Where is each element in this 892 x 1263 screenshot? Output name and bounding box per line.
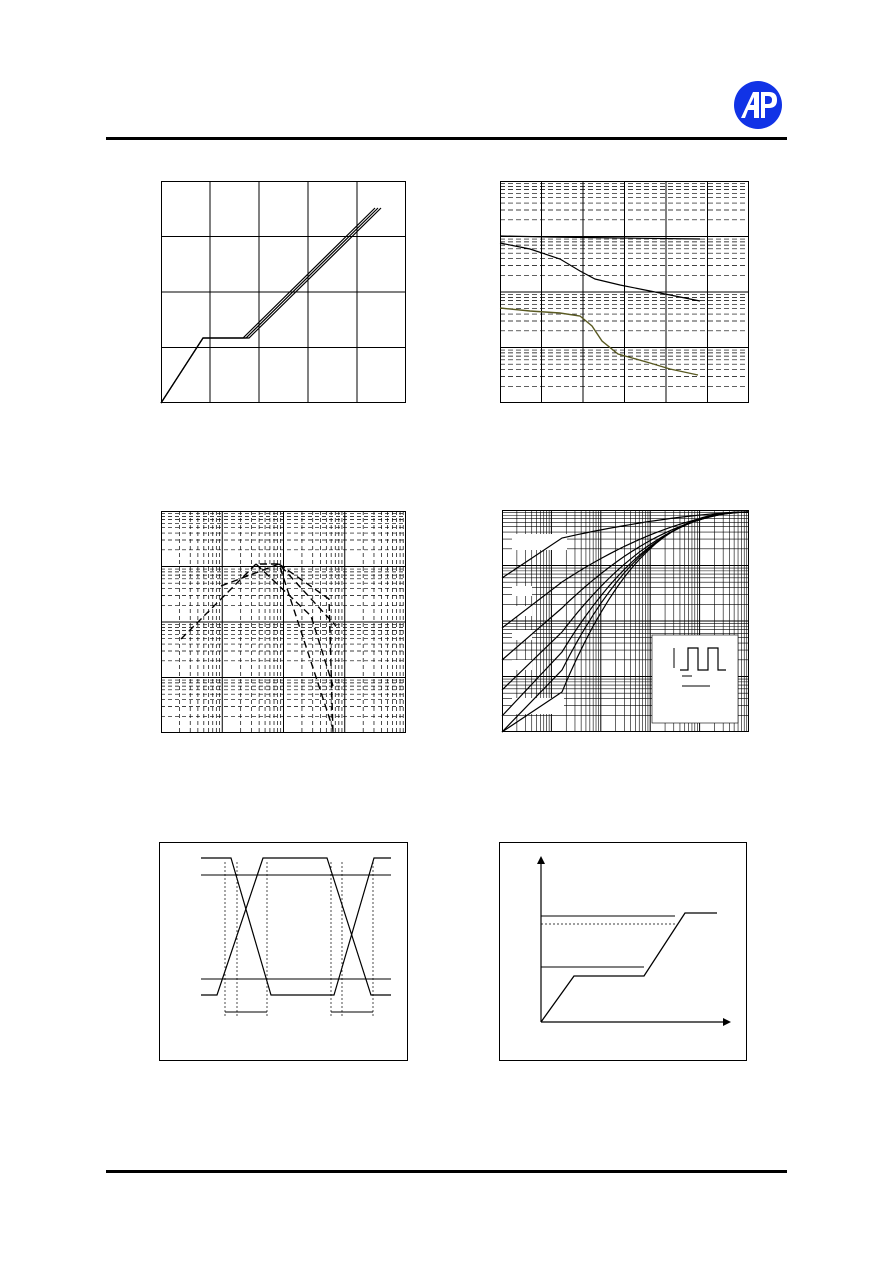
diagram-frame <box>500 843 747 1061</box>
chart-1-svg <box>161 181 406 403</box>
x-axis-arrowhead <box>723 1018 731 1026</box>
switching-waveform-diagram <box>159 842 408 1061</box>
legend-label-patch <box>512 660 532 670</box>
diagram-5-svg <box>159 842 408 1061</box>
limit-curve-3 <box>256 564 333 686</box>
diagram-6-svg <box>499 842 747 1061</box>
waveform-output <box>201 858 391 995</box>
footer-rule <box>106 1170 787 1173</box>
chart-3-svg <box>161 511 406 733</box>
header-rule <box>106 137 787 140</box>
legend-label-patch <box>512 630 532 640</box>
chart-4-loglog <box>502 510 749 732</box>
gate-charge-diagram <box>499 842 747 1061</box>
curve-bottom <box>500 308 698 375</box>
company-logo <box>733 80 783 130</box>
chart-1-linear <box>161 181 406 403</box>
legend-label-patch <box>512 586 532 596</box>
chart-2-semilog <box>500 181 749 403</box>
legend-label-patch <box>512 534 567 550</box>
chart-2-svg <box>500 181 749 403</box>
chart-4-svg <box>502 510 749 732</box>
logo-icon <box>733 80 783 130</box>
response-curve-2 <box>502 512 749 628</box>
legend-label-patch <box>512 698 564 714</box>
chart-3-loglog <box>161 511 406 733</box>
waveform-input <box>201 858 391 995</box>
curve-1 <box>161 208 375 403</box>
y-axis-arrowhead <box>537 856 545 864</box>
